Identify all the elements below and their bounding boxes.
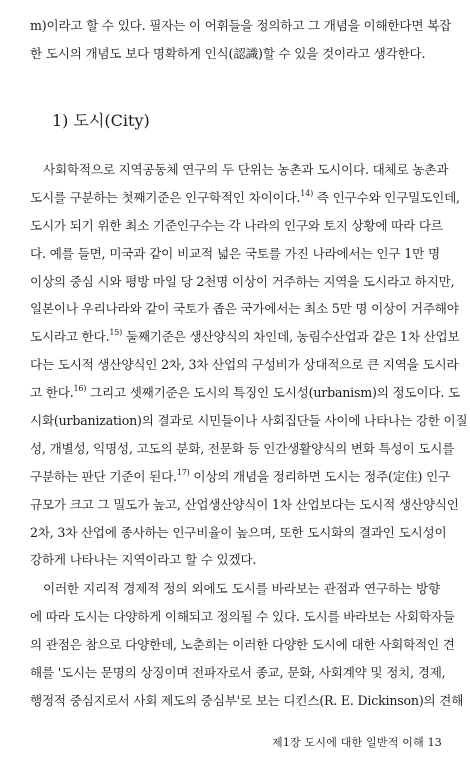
text-line: 행정적 중심지로서 사회 제도의 중심부'로 보는 디킨스(R. E. Dickinson)의 견해 — [30, 692, 464, 708]
text-line: m)이라고 할 수 있다. 필자는 이 어휘들을 정의하고 그 개념을 이해한다면 복잡 — [30, 18, 452, 33]
footnote-ref[interactable]: 15) — [109, 328, 123, 338]
text-line: 다는 도시적 생산양식인 2차, 3차 산업의 구성비가 상대적으로 큰 지역을 도시라 — [30, 357, 459, 373]
text-line: 규모가 크고 그 밀도가 높고, 산업생산양식이 1차 산업보다는 도시적 생산양식인 — [30, 496, 459, 512]
text-line: 고 한다.$^{16)}$ 그리고 셋째기준은 도시의 특징인 도시성(urbanism)의 정도이다. 도 — [30, 384, 460, 401]
text-line: 이상의 중심 시와 평방 마일 당 2천명 이상이 거주하는 지역을 도시라고 하지만, — [30, 273, 455, 289]
intro-paragraph — [30, 12, 452, 68]
text-line: 사회학적으로 지역공동체 연구의 두 단위는 농촌과 도시이다. 대체로 농촌과 — [43, 162, 449, 177]
paragraph-city-perspectives — [30, 575, 464, 714]
text-line: 구분하는 판단 기준이 된다.$^{17)}$ 이상의 개념을 정리하면 도시는 정주(定住) 인구 — [30, 467, 450, 484]
text-line: 다. 예를 들면, 미국과 같이 비교적 넓은 국토를 가진 나라에서는 인구 1만 명 — [30, 245, 440, 261]
section-heading: 1) 도시(City) — [52, 111, 150, 130]
footnote-ref[interactable]: 17) — [176, 467, 190, 477]
footnote-ref[interactable]: 14) — [300, 188, 313, 198]
footnote-ref[interactable]: 16) — [73, 384, 87, 394]
text-line: 시화(urbanization)의 결과로 시민들이나 사회집단들 사이에 나타나는 강한 이질 — [30, 413, 468, 429]
text-line: 도시가 되기 위한 최소 기준인구수는 각 나라의 인구와 토지 상황에 따라 다르 — [30, 217, 443, 233]
text-line: 한 도시의 개념도 보다 명확하게 인식(認識)할 수 있을 것이라고 생각한다. — [30, 45, 426, 61]
text-line: 강하게 나타나는 지역이라고 할 수 있겠다. — [30, 552, 257, 568]
text-line: 의 관점은 참으로 다양한데, 노춘희는 이러한 다양한 도시에 대한 사회학적인 견 — [30, 636, 455, 652]
text-line: 이러한 지리적 경제적 정의 외에도 도시를 바라보는 관점과 연구하는 방향 — [43, 581, 440, 596]
text-line: 성, 개별성, 익명성, 고도의 분화, 전문화 등 인간생활양식의 변화 특성이 도시를 — [30, 440, 455, 456]
text-line: 해를 '도시는 문명의 상징이며 전파자로서 종교, 문화, 사회계약 및 정치, 경제, — [30, 664, 446, 680]
text-line: 2차, 3차 산업에 종사하는 인구비율이 높으며, 또한 도시화의 결과인 도시성이 — [30, 524, 447, 540]
text-line: 도시를 구분하는 첫째기준은 인구학적인 차이이다.$^{14)}$ 즉 인구수와 인구밀도인데, — [30, 188, 460, 205]
page-footer: 제1장 도시에 대한 일반적 이해 13 — [272, 736, 442, 749]
text-line: 일본이나 우리나라와 같이 국토가 좁은 국가에서는 최소 5만 명 이상이 거주해야 — [30, 301, 459, 317]
paragraph-city-criteria — [30, 156, 468, 574]
text-line: 도시라고 한다.$^{15)}$ 둘째기준은 생산양식의 차인데, 농림수산업과 같은 1차 산업보 — [30, 328, 460, 345]
text-line: 에 따라 도시는 다양하게 이해되고 정의될 수 있다. 도시를 바라보는 사회학자들 — [30, 608, 455, 624]
